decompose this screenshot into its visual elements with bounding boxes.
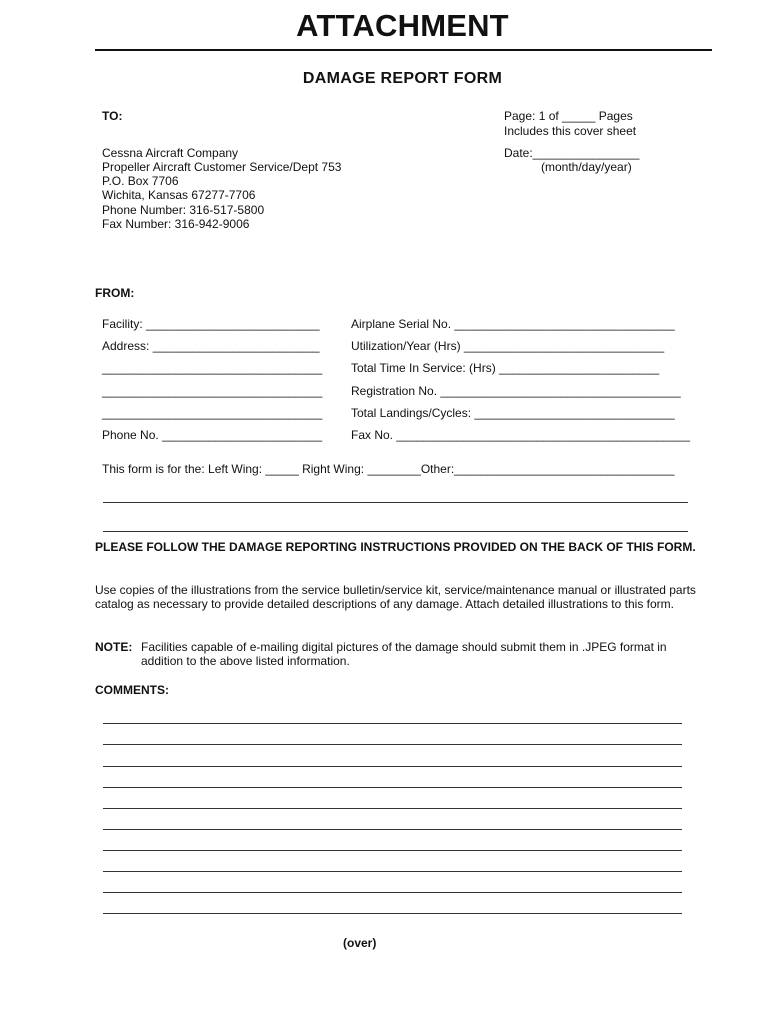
date-field[interactable]: Date:________________ <box>504 146 640 160</box>
form-subtitle: DAMAGE REPORT FORM <box>302 70 503 87</box>
address-phone: Phone Number: 316-517-5800 <box>102 203 265 217</box>
address-line: Cessna Aircraft Company <box>102 146 239 160</box>
blank-line[interactable] <box>103 531 688 532</box>
comments-label: COMMENTS: <box>95 683 169 697</box>
comment-line[interactable] <box>103 829 682 830</box>
blank-line[interactable] <box>103 502 688 503</box>
fax-field[interactable]: Fax No. ____________________________________________ <box>351 428 690 442</box>
address-fax: Fax Number: 316-942-9006 <box>102 217 250 231</box>
address-field-line-3[interactable]: _________________________________ <box>102 384 323 398</box>
address-line: Propeller Aircraft Customer Service/Dept 753 <box>102 160 342 174</box>
comment-line[interactable] <box>103 850 682 851</box>
note-text: addition to the above listed information. <box>141 654 350 668</box>
comment-line[interactable] <box>103 744 682 745</box>
address-field[interactable]: Address: _________________________ <box>102 339 320 353</box>
instructions-body: Use copies of the illustrations from the service bulletin/service kit, service/maintenance manual or illustrated parts catalog as necessary to provide detailed descriptions of any damage. Attach detailed illustrations to this form. <box>95 583 696 611</box>
address-line: P.O. Box 7706 <box>102 174 179 188</box>
airplane-serial-field[interactable]: Airplane Serial No. _________________________________ <box>351 317 675 331</box>
page-count-field[interactable]: Page: 1 of _____ Pages <box>504 109 633 123</box>
title-rule <box>95 49 712 51</box>
comment-line[interactable] <box>103 787 682 788</box>
wing-selection-field[interactable]: This form is for the: Left Wing: _____ Right Wing: ________Other:_________________________________ <box>102 462 675 476</box>
comment-line[interactable] <box>103 723 682 724</box>
comment-line[interactable] <box>103 808 682 809</box>
comment-line[interactable] <box>103 766 682 767</box>
phone-field[interactable]: Phone No. ________________________ <box>102 428 323 442</box>
comment-line[interactable] <box>103 892 682 893</box>
landings-cycles-field[interactable]: Total Landings/Cycles: ______________________________ <box>351 406 675 420</box>
comment-line[interactable] <box>103 913 682 914</box>
instructions-heading: PLEASE FOLLOW THE DAMAGE REPORTING INSTRUCTIONS PROVIDED ON THE BACK OF THIS FORM. <box>95 540 696 554</box>
from-label: FROM: <box>95 286 135 300</box>
cover-sheet-note: Includes this cover sheet <box>504 124 637 138</box>
over-indicator: (over) <box>343 936 377 950</box>
date-format-hint: (month/day/year) <box>541 160 632 174</box>
address-field-line-2[interactable]: _________________________________ <box>102 361 323 375</box>
note-text: Facilities capable of e-mailing digital pictures of the damage should submit them in .JPEG format in <box>141 640 667 654</box>
comment-line[interactable] <box>103 871 682 872</box>
facility-field[interactable]: Facility: __________________________ <box>102 317 320 331</box>
utilization-field[interactable]: Utilization/Year (Hrs) ______________________________ <box>351 339 665 353</box>
address-line: Wichita, Kansas 67277-7706 <box>102 188 256 202</box>
registration-field[interactable]: Registration No. ____________________________________ <box>351 384 681 398</box>
document-title: ATTACHMENT <box>296 8 509 43</box>
address-field-line-4[interactable]: _________________________________ <box>102 406 323 420</box>
note-label: NOTE: <box>95 640 133 654</box>
to-label: TO: <box>102 109 123 123</box>
total-time-field[interactable]: Total Time In Service: (Hrs) ________________________ <box>351 361 660 375</box>
